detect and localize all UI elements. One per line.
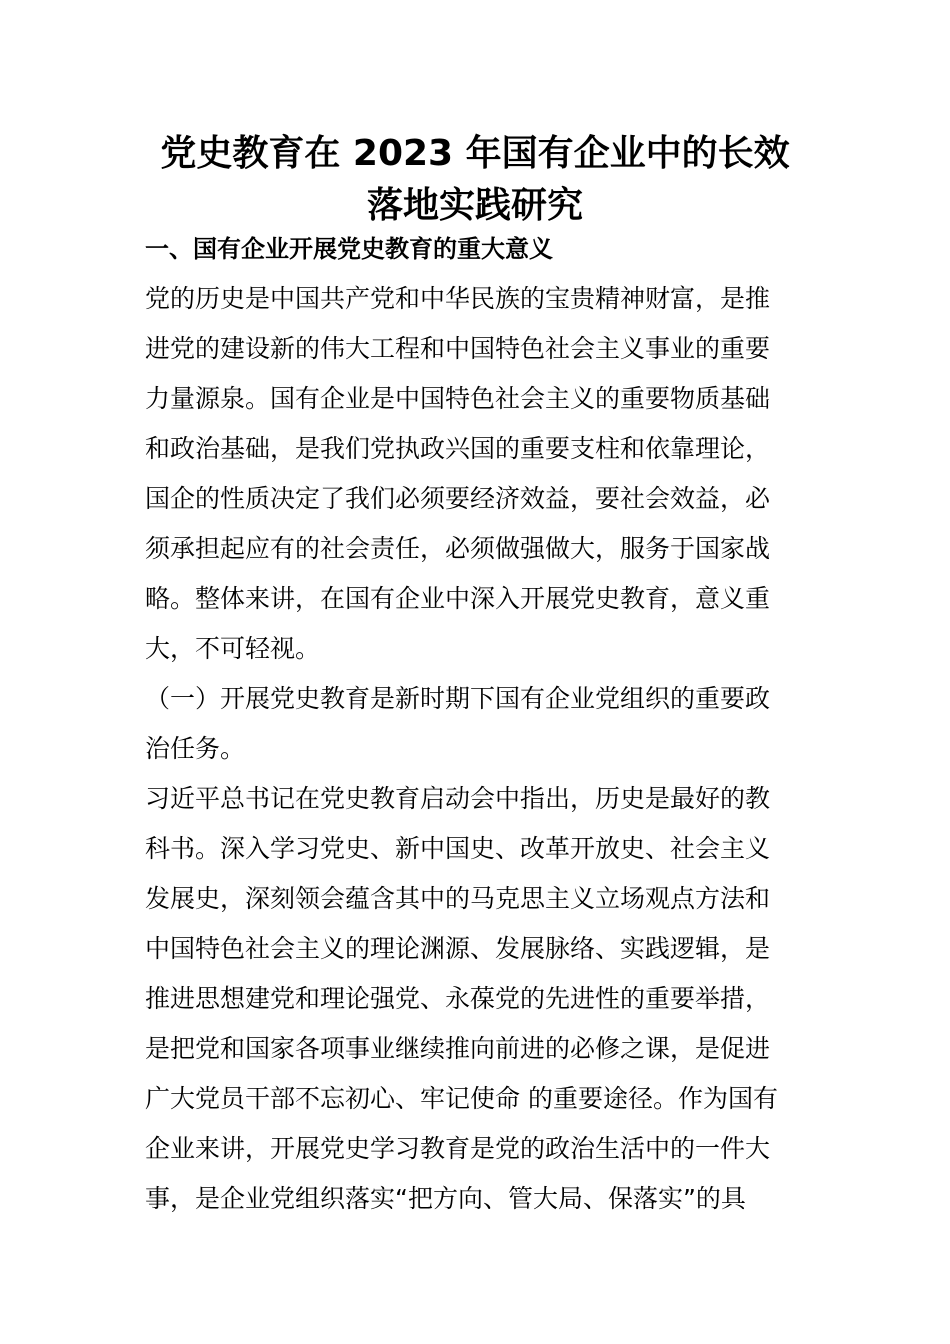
body-line: 发展史，深刻领会蕴含其中的马克思主义立场观点方法和 xyxy=(145,884,771,913)
body-line: 企业来讲，开展党史学习教育是党的政治生活中的一件大 xyxy=(145,1134,771,1163)
body-line: 是把党和国家各项事业继续推向前进的必修之课，是促进 xyxy=(145,1034,771,1063)
body-line: 中国特色社会主义的理论渊源、发展脉络、实践逻辑，是 xyxy=(145,934,771,963)
body-line: 国企的性质决定了我们必须要经济效益，要社会效益，必 xyxy=(145,484,771,513)
body-line: 党的历史是中国共产党和中华民族的宝贵精神财富，是推 xyxy=(145,284,771,313)
title-line: 落地实践研究 xyxy=(366,185,583,226)
title-line: 党史教育在 2023 年国有企业中的长效 xyxy=(160,133,790,174)
body-line: 力量源泉。国有企业是中国特色社会主义的重要物质基础 xyxy=(145,384,771,413)
body-line: 进党的建设新的伟大工程和中国特色社会主义事业的重要 xyxy=(145,334,771,363)
body-line: 须承担起应有的社会责任，必须做强做大，服务于国家战 xyxy=(145,534,771,563)
body-line: 大，不可轻视。 xyxy=(145,634,321,663)
document-title xyxy=(140,128,810,232)
body-line: 习近平总书记在党史教育启动会中指出，历史是最好的教 xyxy=(145,784,771,813)
subsection-heading-continued: 治任务。 xyxy=(145,734,246,763)
body-line: 事，是企业党组织落实“把方向、管大局、保落实”的具 xyxy=(145,1184,746,1213)
body-line: 和政治基础，是我们党执政兴国的重要支柱和依靠理论， xyxy=(145,434,771,463)
section-heading: 一、国有企业开展党史教育的重大意义 xyxy=(145,235,553,263)
body-line: 广大党员干部不忘初心、牢记使命 的重要途径。作为国有 xyxy=(145,1084,778,1113)
body-line: 科书。深入学习党史、新中国史、改革开放史、社会主义 xyxy=(145,834,771,863)
body-line: 推进思想建党和理论强党、永葆党的先进性的重要举措， xyxy=(145,984,771,1013)
subsection-heading: （一）开展党史教育是新时期下国有企业党组织的重要政 xyxy=(145,684,771,713)
body-line: 略。整体来讲，在国有企业中深入开展党史教育，意义重 xyxy=(145,584,771,613)
